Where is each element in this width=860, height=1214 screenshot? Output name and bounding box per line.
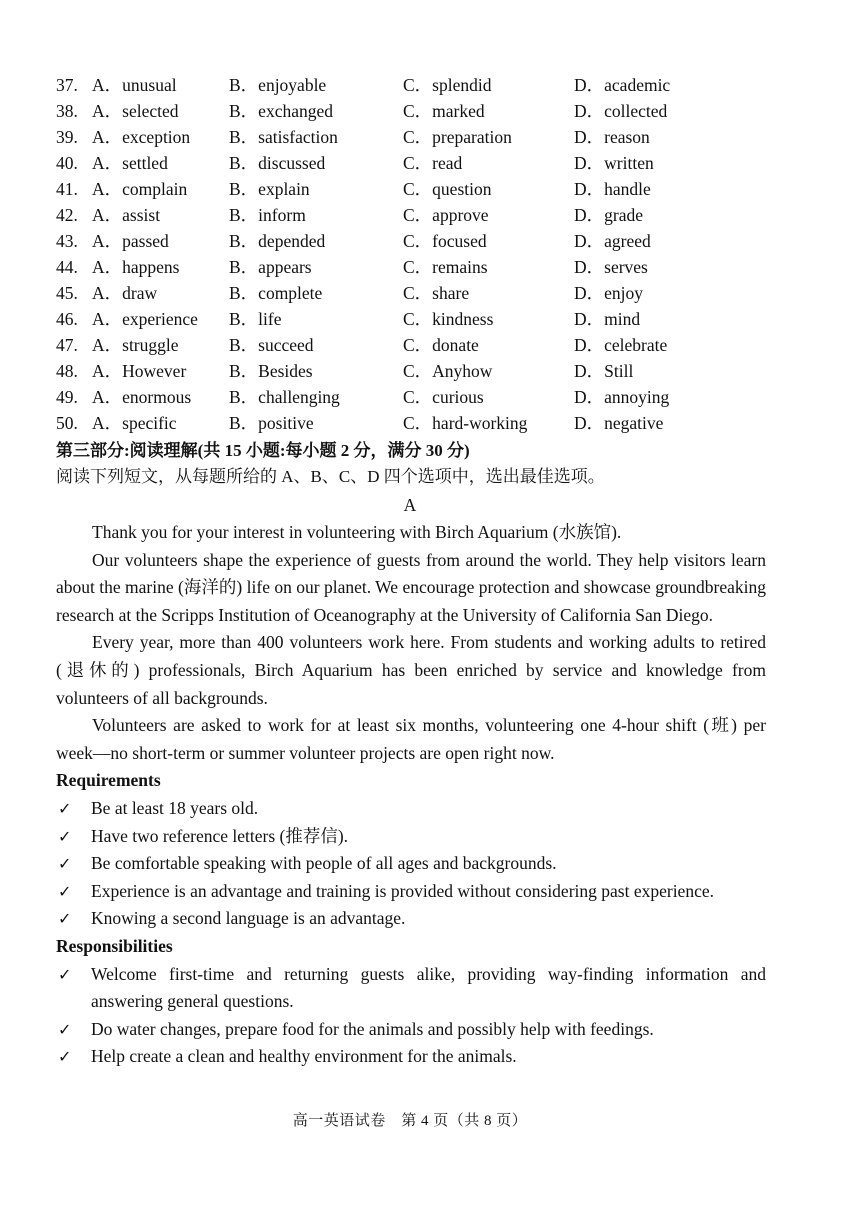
page-footer: 高一英语试卷 第 4 页（共 8 页） xyxy=(292,1113,528,1129)
question-number: 49. xyxy=(56,387,78,407)
choice-b: B．succeed xyxy=(229,335,314,355)
list-item-text: Do water changes, prepare food for the animals and possibly help with feedings. xyxy=(91,1018,654,1039)
list-item-text: Knowing a second language is an advantage. xyxy=(91,908,406,929)
requirements-heading: Requirements xyxy=(56,770,161,791)
choice-a: A．passed xyxy=(92,231,169,251)
choice-b: B．challenging xyxy=(229,387,340,407)
passage-label: A xyxy=(403,495,417,515)
list-item-text: Welcome first-time and returning guests alike, providing way-finding information and answering general questions. xyxy=(91,963,766,1012)
option-row-48 xyxy=(56,358,796,384)
check-icon: ✓ xyxy=(58,964,72,984)
choice-c: C．approve xyxy=(403,205,489,225)
choice-a: A．experience xyxy=(92,309,198,329)
list-item xyxy=(56,905,766,933)
choice-d: D．academic xyxy=(574,75,671,95)
choice-c: C．kindness xyxy=(403,309,494,329)
choice-b: B．life xyxy=(229,309,282,329)
requirements-list xyxy=(56,795,766,933)
choice-c: C．Anyhow xyxy=(403,361,493,381)
option-row-38 xyxy=(56,98,796,124)
list-item-text: Help create a clean and healthy environment for the animals. xyxy=(91,1046,517,1067)
choice-d: D．negative xyxy=(574,413,664,433)
choice-c: C．share xyxy=(403,283,470,303)
choice-b: B．positive xyxy=(229,413,314,433)
choice-d: D．reason xyxy=(574,127,650,147)
choice-a: A．selected xyxy=(92,101,179,121)
choice-b: B．satisfaction xyxy=(229,127,338,147)
question-number: 41. xyxy=(56,179,78,199)
list-item xyxy=(56,878,766,906)
choice-d: D．collected xyxy=(574,101,668,121)
paragraph: Volunteers are asked to work for at least six months, volunteering one 4-hour shift (班) per week—no short-term or summer volunteer projects are open right now. xyxy=(56,715,766,763)
passage-body xyxy=(56,519,766,1071)
choice-d: D．mind xyxy=(574,309,641,329)
choice-d: D．grade xyxy=(574,205,644,225)
list-item xyxy=(56,1043,766,1071)
choice-c: C．focused xyxy=(403,231,487,251)
choice-c: C．splendid xyxy=(403,75,492,95)
check-icon: ✓ xyxy=(58,1019,72,1039)
choice-a: A．unusual xyxy=(92,75,177,95)
choice-c: C．donate xyxy=(403,335,479,355)
question-number: 37. xyxy=(56,75,78,95)
question-number: 47. xyxy=(56,335,78,355)
choice-c: C．read xyxy=(403,153,463,173)
choice-a: A．enormous xyxy=(92,387,192,407)
option-row-45 xyxy=(56,280,796,306)
choice-d: D．enjoy xyxy=(574,283,644,303)
choice-b: B．depended xyxy=(229,231,326,251)
list-item-text: Experience is an advantage and training is provided without considering past experience. xyxy=(91,880,714,901)
list-item-text: Be comfortable speaking with people of all ages and backgrounds. xyxy=(91,853,557,874)
check-icon: ✓ xyxy=(58,854,72,874)
option-row-41 xyxy=(56,176,796,202)
choice-d: D．handle xyxy=(574,179,651,199)
choice-b: B．complete xyxy=(229,283,323,303)
choice-b: B．inform xyxy=(229,205,306,225)
choice-d: D．written xyxy=(574,153,654,173)
option-row-46 xyxy=(56,306,796,332)
choice-c: C．marked xyxy=(403,101,485,121)
choice-d: D．agreed xyxy=(574,231,651,251)
choice-b: B．explain xyxy=(229,179,310,199)
section-heading: 第三部分:阅读理解(共 15 小题:每小题 2 分，满分 30 分) xyxy=(56,441,470,460)
question-number: 43. xyxy=(56,231,78,251)
option-row-37 xyxy=(56,72,796,98)
check-icon: ✓ xyxy=(58,1047,72,1067)
choice-a: A．settled xyxy=(92,153,168,173)
choice-a: A．happens xyxy=(92,257,180,277)
choice-c: C．question xyxy=(403,179,492,199)
check-icon: ✓ xyxy=(58,826,72,846)
question-number: 46. xyxy=(56,309,78,329)
option-row-42 xyxy=(56,202,796,228)
question-number: 45. xyxy=(56,283,78,303)
list-item-text: Be at least 18 years old. xyxy=(91,797,259,818)
question-number: 40. xyxy=(56,153,78,173)
option-row-49 xyxy=(56,384,796,410)
paragraph: Our volunteers shape the experience of guests from around the world. They help visitors learn about the marine (海洋的) life on our planet. We encourage protection and showcase groundbreaking research at the Scripps Institution of Oceanography at the University of California San Diego. xyxy=(56,549,766,625)
check-icon: ✓ xyxy=(58,909,72,929)
list-item xyxy=(56,1016,766,1044)
option-row-47 xyxy=(56,332,796,358)
option-row-40 xyxy=(56,150,796,176)
option-row-43 xyxy=(56,228,796,254)
responsibilities-list xyxy=(56,961,766,1071)
choice-a: A．draw xyxy=(92,283,158,303)
choice-a: A．However xyxy=(92,361,187,381)
question-number: 38. xyxy=(56,101,78,121)
choice-c: C．curious xyxy=(403,387,484,407)
paragraph: Thank you for your interest in volunteering with Birch Aquarium (水族馆). xyxy=(92,522,622,542)
list-item xyxy=(56,850,766,878)
list-item xyxy=(56,795,766,823)
option-row-39 xyxy=(56,124,796,150)
option-list xyxy=(56,72,796,436)
choice-b: B．enjoyable xyxy=(229,75,327,95)
choice-c: C．hard-working xyxy=(403,413,528,433)
choice-a: A．complain xyxy=(92,179,188,199)
question-number: 42. xyxy=(56,205,78,225)
choice-b: B．exchanged xyxy=(229,101,333,121)
question-number: 48. xyxy=(56,361,78,381)
question-number: 50. xyxy=(56,413,78,433)
choice-c: C．preparation xyxy=(403,127,512,147)
choice-c: C．remains xyxy=(403,257,488,277)
choice-d: D．serves xyxy=(574,257,648,277)
section-instruction: 阅读下列短文，从每题所给的 A、B、C、D 四个选项中，选出最佳选项。 xyxy=(56,467,605,486)
choice-d: D．Still xyxy=(574,361,634,381)
question-number: 39. xyxy=(56,127,78,147)
choice-a: A．assist xyxy=(92,205,161,225)
question-number: 44. xyxy=(56,257,78,277)
option-row-44 xyxy=(56,254,796,280)
paragraph: Every year, more than 400 volunteers work here. From students and working adults to retired (退休的) professionals, Birch Aquarium has been enriched by service and knowledge from volunteers of all backgrounds. xyxy=(56,632,766,708)
responsibilities-heading: Responsibilities xyxy=(56,935,173,956)
choice-b: B．Besides xyxy=(229,361,313,381)
choice-b: B．appears xyxy=(229,257,312,277)
list-item xyxy=(56,961,766,1016)
check-icon: ✓ xyxy=(58,881,72,901)
choice-d: D．annoying xyxy=(574,387,670,407)
choice-a: A．exception xyxy=(92,127,191,147)
list-item-text: Have two reference letters (推荐信). xyxy=(91,825,349,846)
option-row-50 xyxy=(56,410,796,436)
choice-b: B．discussed xyxy=(229,153,326,173)
check-icon: ✓ xyxy=(58,798,72,818)
choice-a: A．specific xyxy=(92,413,177,433)
choice-d: D．celebrate xyxy=(574,335,668,355)
list-item xyxy=(56,823,766,851)
choice-a: A．struggle xyxy=(92,335,179,355)
